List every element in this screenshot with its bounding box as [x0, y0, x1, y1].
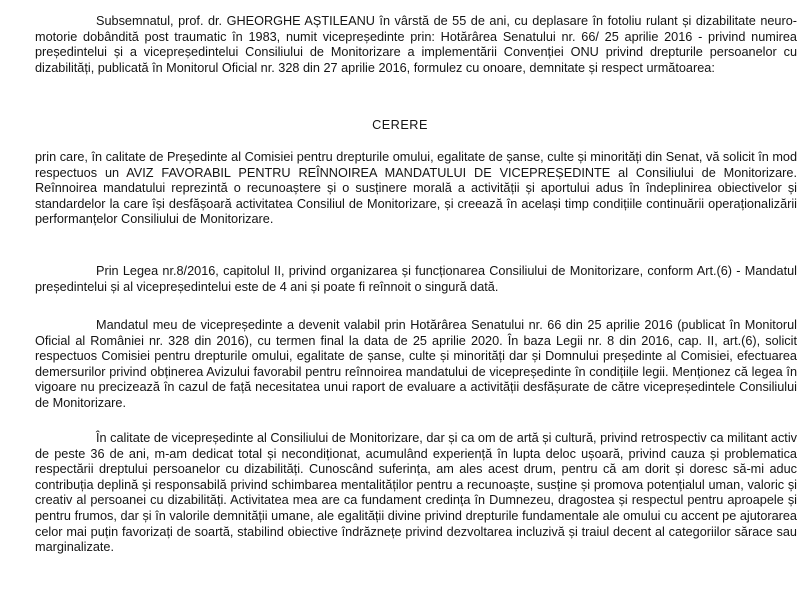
- intro-paragraph: Subsemnatul, prof. dr. GHEORGHE AȘTILEANU în vârstă de 55 de ani, cu deplasare în fotoliu rulant și dizabilitate neuro-motorie dobândită post traumatic în 1983, numit vicepreședinte prin: Hotărârea Senatului nr. 66/ 25 aprilie 2016 - privind numirea președintelui și a vicepreședintelui Consiliului de Monitorizare a implementării Convenției ONU privind drepturile persoanelor cu dizabilități, publicată în Monitorul Oficial nr. 328 din 27 aprilie 2016, formulez cu onoare, demnitate și respect următoarea:: [35, 14, 797, 75]
- mandate-paragraph: Mandatul meu de vicepreședinte a devenit valabil prin Hotărârea Senatului nr. 66 din 25 aprilie 2016 (publicat în Monitorul Oficial al României nr. 328 din 2016), cu termen final la data de 25 aprilie 2020. În baza Legii nr. 8 din 2016, cap. II, art.(6), solicit respectuos Comisiei pentru drepturile omului, egalitate de șanse, culte și minorități dar și Domnului președinte al Comisiei, efectuarea demersurilor privind obținerea Avizului favorabil pentru reînnoirea mandatului de vicepreședinte în condițiile legii. Menționez că legea în vigoare nu precizează în cazul de față necesitatea unui raport de evaluare a activității desfășurate de către vicepreședintele Consiliului de Monitorizare.: [35, 318, 797, 410]
- law-paragraph: Prin Legea nr.8/2016, capitolul II, privind organizarea și funcționarea Consiliului de Monitorizare, conform Art.(6) - Mandatul președintelui și al vicepreședintelui este de 4 ani și poate fi reînnoit o singură dată.: [35, 264, 797, 294]
- activity-paragraph: În calitate de vicepreședinte al Consiliului de Monitorizare, dar și ca om de artă și cultură, privind retrospectiv ca militant activ de peste 36 de ani, m-am dedicat total și necondiționat, acumulând experiență în lupta deloc ușoară, privind cauza și problematica respectării dreptului persoanelor cu dizabilități. Cunoscând suferința, am ales acest drum, pentru că am dorit și doresc să-mi aduc contribuția deplină și responsabilă privind schimbarea mentalităților pentru a recunoaște, susține și promova potențialul uman, valoric și creativ al persoanei cu dizabilități. Activitatea mea are ca fundament credința în Dumnezeu, dragostea și respectul pentru aproapele și pentru frumos, dar și în valorile demnității umane, ale egalității divine privind drepturile fundamentale ale omului cu accent pe ajutorarea celor mai puțin favorizați de soartă, stabilind obiective îndrăznețe privind dezvoltarea incluzivă și traiul decent al categoriilor sărace sau marginalizate.: [35, 431, 797, 555]
- request-paragraph: prin care, în calitate de Președinte al Comisiei pentru drepturile omului, egalitate de șanse, culte și minorități din Senat, vă solicit în mod respectuos un AVIZ FAVORABIL PENTRU REÎNNOIREA MANDATULUI DE VICEPREȘEDINTE al Consiliului de Monitorizare. Reînnoirea mandatului reprezintă o recunoaștere și o susținere morală a activității și aportului adus în îndeplinirea obiectivelor și standardelor la care își desfășoară activitatea Consiliul de Monitorizare, și creează în același timp condițiile continuării operaționalizării performanțelor Consiliului de Monitorizare.: [35, 150, 797, 227]
- document-title: CERERE: [372, 118, 428, 132]
